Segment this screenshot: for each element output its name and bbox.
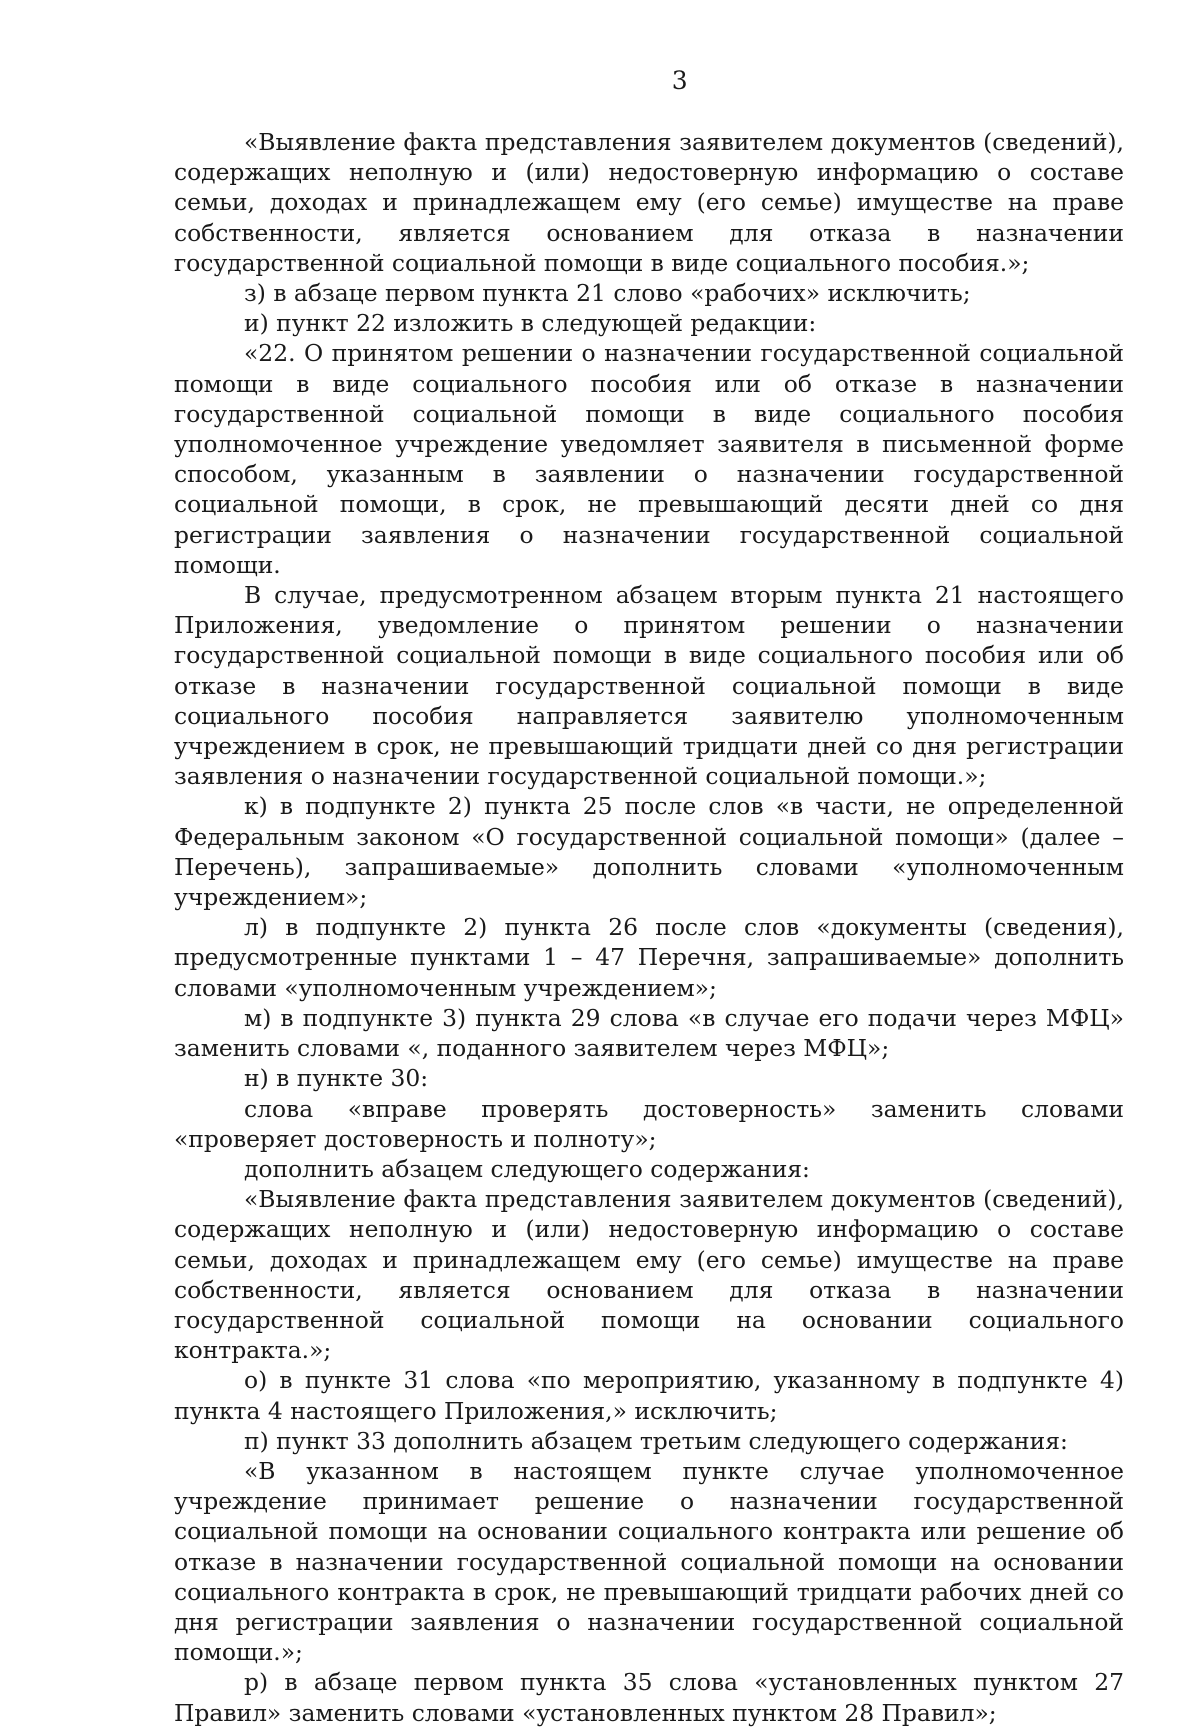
paragraph: н) в пункте 30:: [244, 1064, 429, 1093]
paragraph: п) пункт 33 дополнить абзацем третьим следующего содержания:: [244, 1426, 1068, 1455]
paragraph: л) в подпункте 2) пункта 26 после слов «документы (сведения), предусмотренные пунктами 1 – 47 Перечня, запрашиваемые» дополнить словами «уполномоченным учреждением»;: [174, 913, 1124, 1002]
paragraph: «В указанном в настоящем пункте случае уполномоченное учреждение принимает решение о назначении государственной социальной помощи на основании социального контракта или решение об отказе в назначении государственной социальной помощи на основании социального контракта в срок, не превышающий тридцати рабочих дней со дня регистрации заявления о назначении государственной социальной помощи.»;: [174, 1456, 1124, 1667]
paragraph: о) в пункте 31 слова «по мероприятию, указанному в подпункте 4) пункта 4 настоящего Приложения,» исключить;: [174, 1366, 1124, 1425]
paragraph: «Выявление факта представления заявителем документов (сведений), содержащих неполную и (или) недостоверную информацию о составе семьи, доходах и принадлежащем ему (его семье) имуществе на праве собственности, является основанием для отказа в назначении государственной социальной помощи на основании социального контракта.»;: [174, 1185, 1124, 1365]
paragraph: м) в подпункте 3) пункта 29 слова «в случае его подачи через МФЦ» заменить словами «, поданного заявителем через МФЦ»;: [174, 1003, 1124, 1063]
paragraph: «Выявление факта представления заявителем документов (сведений), содержащих неполную и (или) недостоверную информацию о составе семьи, доходах и принадлежащем ему (его семье) имуществе на праве собственности, является основанием для отказа в назначении государственной социальной помощи в виде социального пособия.»;: [174, 128, 1124, 277]
paragraph: з) в абзаце первом пункта 21 слово «рабочих» исключить;: [244, 279, 971, 308]
document-body: [174, 127, 1124, 1728]
paragraph: к) в подпункте 2) пункта 25 после слов «в части, не определенной Федеральным законом «О государственной социальной помощи» (далее – Перечень), запрашиваемые» дополнить словами «уполномоченным учреждением»;: [174, 792, 1124, 912]
paragraph: слова «вправе проверять достоверность» заменить словами «проверяет достоверность и полноту»;: [174, 1094, 1124, 1153]
paragraph: дополнить абзацем следующего содержания:: [244, 1154, 810, 1183]
paragraph: В случае, предусмотренном абзацем вторым пункта 21 настоящего Приложения, уведомление о принятом решении о назначении государственной социальной помощи в виде социального пособия или об отказе в назначении государственной социальной помощи в виде социального пособия направляется заявителю уполномоченным учреждением в срок, не превышающий тридцати дней со дня регистрации заявления о назначении государственной социальной помощи.»;: [174, 581, 1124, 791]
paragraph: «22. О принятом решении о назначении государственной социальной помощи в виде социального пособия или об отказе в назначении государственной социальной помощи в виде социального пособия уполномоченное учреждение уведомляет заявителя в письменной форме способом, указанным в заявлении о назначении государственной социальной помощи, в срок, не превышающий десяти дней со дня регистрации заявления о назначении государственной социальной помощи.: [174, 339, 1124, 579]
page-number: 3: [671, 66, 689, 95]
paragraph: р) в абзаце первом пункта 35 слова «установленных пунктом 27 Правил» заменить словами «установленных пунктом 28 Правил»;: [174, 1668, 1124, 1727]
paragraph: и) пункт 22 изложить в следующей редакции:: [244, 309, 817, 338]
